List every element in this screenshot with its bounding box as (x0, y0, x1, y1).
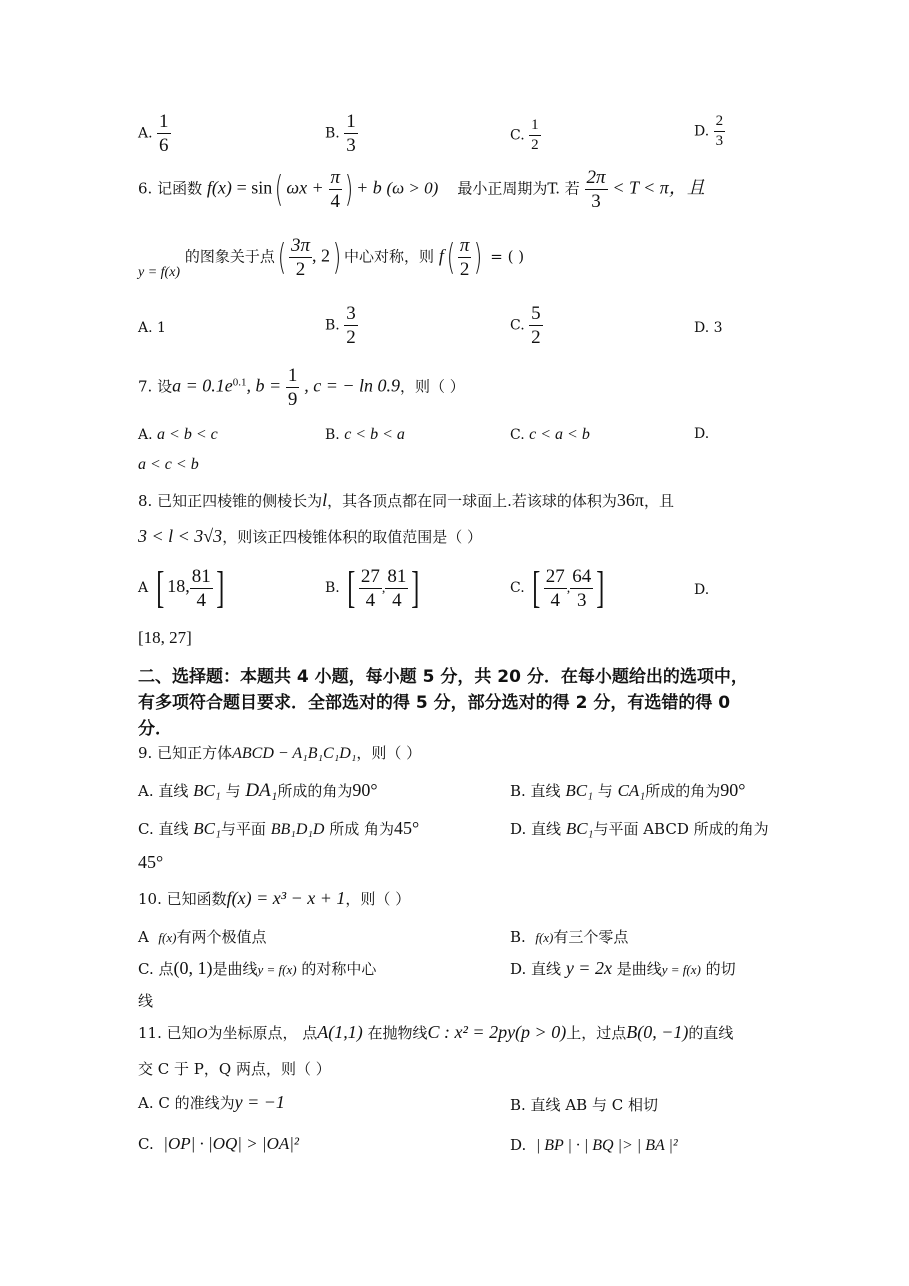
q8-option-a[interactable]: A [ 18, $\frac{81}{4}$ ] (138, 563, 225, 612)
q9-stem: 9. 已知正方体ABCD − A₁B₁C₁D₁，则（ ） (138, 744, 422, 762)
q11-option-b[interactable]: B. 直线 AB 与 C 相切 (510, 1096, 658, 1114)
section-2-heading-line1: 二、选择题：本题共 4 小题，每小题 5 分，共 20 分．在每小题给出的选项中， (138, 667, 748, 687)
q6-option-b[interactable]: B. $\frac{3}{2}$ (325, 303, 356, 348)
q9-option-a[interactable]: A. 直线 BC₁ 与 DA₁所成的角为90° (138, 780, 378, 801)
q11-stem-line2: 交 C 于 P，Q 两点，则（ ） (138, 1060, 331, 1078)
q11-stem-line1: 11. 已知O为坐标原点， 点A(1,1) 在抛物线C : x² = 2py(p > 0)上，过点B(0, −1)的直线 (138, 1022, 734, 1042)
fraction: $\frac{\pi}{4}$ (330, 167, 341, 212)
fraction: $\frac{27}{4}$ (360, 565, 380, 611)
q11-option-d[interactable]: D. | BP | · | BQ |> | BA |² (510, 1136, 678, 1154)
fraction: $\frac{2\pi}{3}$ (586, 167, 606, 212)
q6-stem-line2: y = f(x) 的图象关于点( $\frac{3\pi}{2}$ , 2) 中心对称，则 f( $\frac{\pi}{2}$ ) = ( ) (138, 235, 525, 280)
q5-option-d[interactable]: D. $\frac{2}{3}$ (694, 113, 724, 149)
q7-option-c[interactable]: C. c < a < b (510, 426, 590, 443)
fraction: $\frac{3\pi}{2}$ (290, 235, 310, 280)
q8-option-d[interactable]: D. (694, 582, 710, 598)
q7-option-b[interactable]: B. c < b < a (325, 426, 405, 443)
q8-stem-line2: 3 < l < 3√3，则该正四棱锥体积的取值范围是（ ） (138, 526, 482, 546)
q8-option-c[interactable]: C. [ $\frac{27}{4}$ , $\frac{64}{3}$ ] (510, 563, 605, 612)
q9-option-d[interactable]: D. 直线 BC₁与平面 ABCD 所成的角为 (510, 819, 769, 838)
fraction: $\frac{3}{2}$ (346, 303, 356, 348)
fraction: $\frac{1}{3}$ (346, 111, 356, 156)
section-2-heading-line3: 分． (138, 719, 172, 739)
fraction: $\frac{81}{4}$ (191, 565, 211, 611)
q8-option-d-value: [18, 27] (138, 628, 192, 647)
q5-option-c[interactable]: C. $\frac{1}{2}$ (510, 117, 539, 153)
q10-option-b[interactable]: B. f(x)有三个零点 (510, 928, 629, 946)
q7-option-d-value: a < c < b (138, 456, 199, 470)
q8-option-b[interactable]: B. [ $\frac{27}{4}$ , $\frac{81}{4}$ ] (325, 563, 420, 612)
q10-option-d-wrap: 线 (138, 992, 154, 1010)
q11-option-a[interactable]: A. C 的准线为y = −1 (138, 1092, 285, 1112)
fraction: $\frac{\pi}{2}$ (459, 235, 470, 280)
q9-option-b[interactable]: B. 直线 BC₁ 与 CA₁所成的角为90° (510, 780, 746, 800)
q6-option-d[interactable]: D. 3 (694, 320, 723, 336)
q10-option-c[interactable]: C. 点(0, 1)是曲线y = f(x) 的对称中心 (138, 958, 377, 978)
fraction: $\frac{64}{3}$ (572, 565, 592, 611)
fraction: $\frac{1}{6}$ (159, 111, 169, 156)
fraction: $\frac{27}{4}$ (545, 565, 565, 611)
q5-option-b[interactable]: B. $\frac{1}{3}$ (325, 111, 356, 156)
q6-option-c[interactable]: C. $\frac{5}{2}$ (510, 303, 541, 348)
q6-option-a[interactable]: A. 1 (138, 320, 166, 336)
q5-option-a[interactable]: A. $\frac{1}{6}$ (138, 111, 169, 156)
q10-option-d[interactable]: D. 直线 y = 2x 是曲线y = f(x) 的切 (510, 958, 736, 978)
q11-option-c[interactable]: C. |OP| · |OQ| > |OA|² (138, 1134, 299, 1153)
q7-stem: 7. 设$a = 0.1e^{0.1}$, b = $\frac{1}{9}$ , c = − ln 0.9，则（ ） (138, 365, 465, 410)
q6-stem-line1: 6. 记函数 f(x) = sin( ωx + $\frac{\pi}{4}$ ) + b (ω > 0) 最小正周期为T. 若 $\frac{2\pi}{3}$ < T < π，且 (138, 167, 705, 212)
q10-stem: 10. 已知函数f(x) = x³ − x + 1，则（ ） (138, 888, 411, 908)
q10-option-a[interactable]: A f(x)有两个极值点 (138, 928, 267, 946)
section-2-heading-line2: 有多项符合题目要求．全部选对的得 5 分，部分选对的得 2 分，有选错的得 0 (138, 693, 731, 713)
fraction: $\frac{2}{3}$ (715, 113, 724, 149)
fraction: $\frac{5}{2}$ (531, 303, 541, 348)
fraction: $\frac{81}{4}$ (387, 565, 407, 611)
fraction: $\frac{1}{9}$ (287, 365, 298, 410)
q8-stem-line1: 8. 已知正四棱锥的侧棱长为l，其各顶点都在同一球面上.若该球的体积为36π，且 (138, 490, 674, 510)
q9-option-c[interactable]: C. 直线 BC₁与平面 BB₁D₁D 所成 角为45° (138, 818, 420, 838)
fraction: $\frac{1}{2}$ (531, 117, 539, 153)
q7-option-d[interactable]: D. (694, 426, 710, 442)
q9-option-d-value: 45° (138, 852, 164, 872)
q7-option-a[interactable]: A. a < b < c (138, 426, 218, 443)
